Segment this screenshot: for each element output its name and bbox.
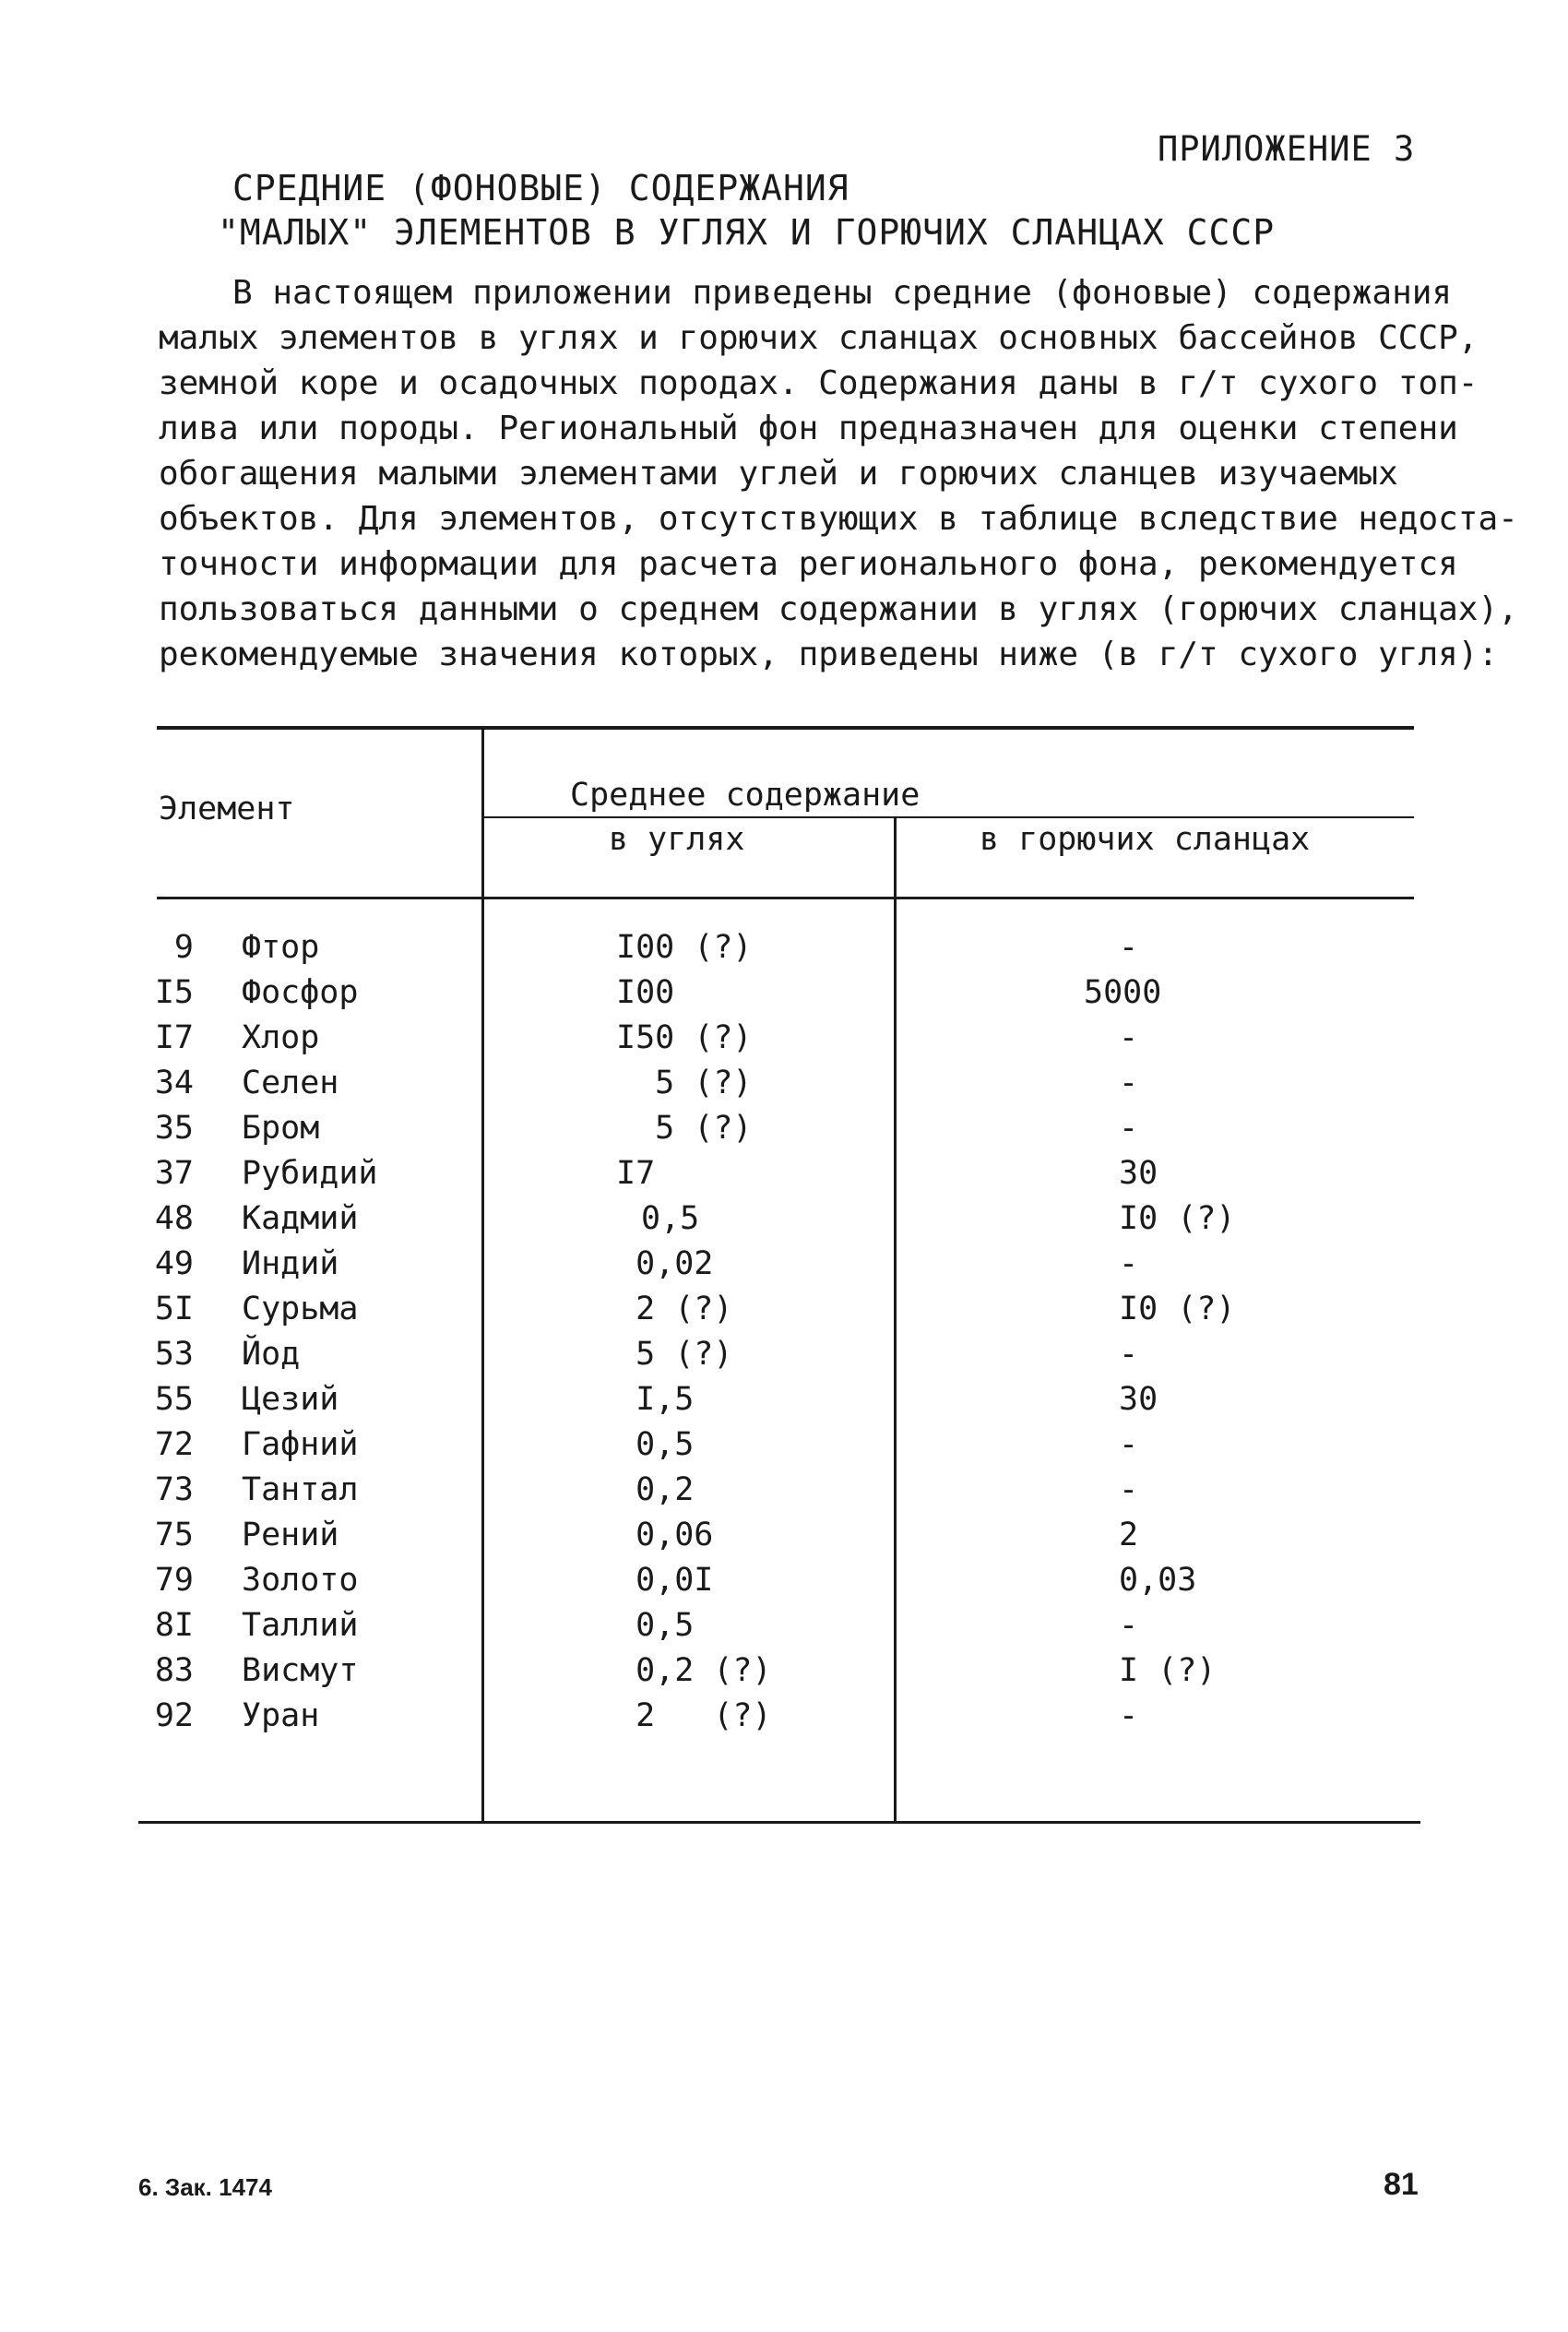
row-element-number: 34 <box>154 1065 194 1101</box>
row-shale-value: I0 (?) <box>1119 1200 1236 1237</box>
row-shale-value: 30 <box>1119 1381 1158 1418</box>
row-element-number: 72 <box>154 1426 194 1463</box>
row-shale-value: - <box>1119 1019 1139 1056</box>
row-shale-value: - <box>1119 1336 1139 1373</box>
row-coal-value: I00 <box>616 974 675 1011</box>
row-element-name: Йод <box>242 1336 301 1373</box>
row-shale-value: I0 (?) <box>1119 1291 1236 1327</box>
row-element-number: 79 <box>154 1562 194 1599</box>
row-element-name: Фтор <box>242 929 320 966</box>
row-coal-value: 0,2 <box>616 1471 695 1508</box>
intro-line: пользоваться данными о среднем содержании в углях (горючих сланцах), <box>159 590 1518 628</box>
column-header-shale: в горючих сланцах <box>980 821 1311 858</box>
row-element-number: 49 <box>154 1245 194 1282</box>
row-coal-value: 0,2 (?) <box>616 1652 772 1689</box>
row-element-number: 55 <box>154 1381 194 1418</box>
row-element-name: Сурьма <box>242 1291 359 1327</box>
row-shale-value: - <box>1119 1065 1139 1101</box>
row-element-number: I7 <box>154 1019 194 1056</box>
column-header-average: Среднее содержание <box>570 777 921 814</box>
table-top-rule <box>157 726 1414 730</box>
row-element-name: Таллий <box>242 1607 359 1644</box>
table-header-rule <box>157 897 1414 899</box>
intro-line: объектов. Для элементов, отсутствующих в таблице вследствие недоста- <box>159 500 1518 538</box>
row-element-number: 92 <box>154 1697 194 1734</box>
row-coal-value: 2 (?) <box>616 1697 772 1734</box>
row-element-number: 83 <box>154 1652 194 1689</box>
row-shale-value: 0,03 <box>1119 1562 1197 1599</box>
row-element-number: 8I <box>154 1607 194 1644</box>
intro-line: рекомендуемые значения которых, приведены ниже (в г/т сухого угля): <box>159 636 1499 673</box>
row-element-name: Цезий <box>242 1381 339 1418</box>
row-element-name: Рений <box>242 1517 339 1553</box>
row-coal-value: 5 (?) <box>616 1065 753 1101</box>
row-element-name: Гафний <box>242 1426 359 1463</box>
document-title-line-1: СРЕДНИЕ (ФОНОВЫЕ) СОДЕРЖАНИЯ <box>232 168 849 208</box>
row-shale-value: - <box>1119 1471 1139 1508</box>
intro-line: обогащения малыми элементами углей и горючих сланцев изучаемых <box>159 455 1398 493</box>
intro-line: точности информации для расчета регионального фона, рекомендуется <box>159 545 1458 583</box>
row-element-number: 9 <box>173 929 194 966</box>
row-shale-value: I (?) <box>1119 1652 1217 1689</box>
row-shale-value: - <box>1119 1697 1139 1734</box>
row-coal-value: 5 (?) <box>616 1336 733 1373</box>
row-element-name: Висмут <box>242 1652 359 1689</box>
row-element-name: Бром <box>242 1110 320 1147</box>
intro-line: лива или породы. Региональный фон предназначен для оценки степени <box>159 410 1458 447</box>
row-element-number: 35 <box>154 1110 194 1147</box>
intro-line: земной коре и осадочных породах. Содержания даны в г/т сухого топ- <box>159 364 1479 402</box>
row-coal-value: 0,5 <box>641 1200 700 1237</box>
row-element-number: 48 <box>154 1200 194 1237</box>
column-header-coal: в углях <box>609 821 745 858</box>
row-element-name: Тантал <box>242 1471 359 1508</box>
row-coal-value: 0,02 <box>616 1245 714 1282</box>
row-element-name: Золото <box>242 1562 359 1599</box>
row-shale-value: - <box>1119 1607 1139 1644</box>
order-number: 6. Зак. 1474 <box>138 2173 272 2201</box>
row-coal-value: I00 (?) <box>616 929 753 966</box>
row-element-name: Уран <box>242 1697 320 1734</box>
table-vertical-rule-2 <box>894 818 897 1823</box>
intro-line: В настоящем приложении приведены средние (фоновые) содержания <box>232 274 1453 312</box>
row-coal-value: I7 <box>616 1155 656 1192</box>
row-coal-value: I,5 <box>616 1381 695 1418</box>
row-coal-value: 0,0I <box>616 1562 714 1599</box>
row-element-number: 75 <box>154 1517 194 1553</box>
intro-line: малых элементов в углях и горючих сланцах основных бассейнов СССР, <box>159 319 1479 357</box>
row-shale-value: - <box>1119 929 1139 966</box>
row-shale-value: 5000 <box>1084 974 1162 1011</box>
row-element-name: Индий <box>242 1245 339 1282</box>
row-shale-value: - <box>1119 1245 1139 1282</box>
row-element-number: I5 <box>154 974 194 1011</box>
table-subheader-rule <box>483 816 1414 818</box>
appendix-label: ПРИЛОЖЕНИЕ 3 <box>1158 129 1416 169</box>
row-coal-value: I50 (?) <box>616 1019 753 1056</box>
row-shale-value: - <box>1119 1110 1139 1147</box>
row-element-name: Рубидий <box>242 1155 378 1192</box>
row-coal-value: 0,06 <box>616 1517 714 1553</box>
row-coal-value: 0,5 <box>616 1607 695 1644</box>
row-shale-value: 2 <box>1119 1517 1139 1553</box>
column-header-element: Элемент <box>159 791 295 827</box>
row-coal-value: 2 (?) <box>616 1291 733 1327</box>
row-element-number: 5I <box>154 1291 194 1327</box>
row-shale-value: 30 <box>1119 1155 1158 1192</box>
row-coal-value: 5 (?) <box>616 1110 753 1147</box>
row-element-name: Фосфор <box>242 974 359 1011</box>
row-element-number: 53 <box>154 1336 194 1373</box>
intro-paragraph <box>159 270 1518 677</box>
row-element-number: 73 <box>154 1471 194 1508</box>
document-title-line-2: "МАЛЫХ" ЭЛЕМЕНТОВ В УГЛЯХ И ГОРЮЧИХ СЛАНЦАХ СССР <box>218 212 1276 253</box>
row-element-number: 37 <box>154 1155 194 1192</box>
row-shale-value: - <box>1119 1426 1139 1463</box>
table-bottom-rule <box>138 1821 1420 1824</box>
page-number: 81 <box>1384 2167 1419 2202</box>
table-vertical-rule-1 <box>481 730 484 1823</box>
row-element-name: Селен <box>242 1065 339 1101</box>
row-element-name: Кадмий <box>242 1200 359 1237</box>
row-coal-value: 0,5 <box>616 1426 695 1463</box>
row-element-name: Хлор <box>242 1019 320 1056</box>
